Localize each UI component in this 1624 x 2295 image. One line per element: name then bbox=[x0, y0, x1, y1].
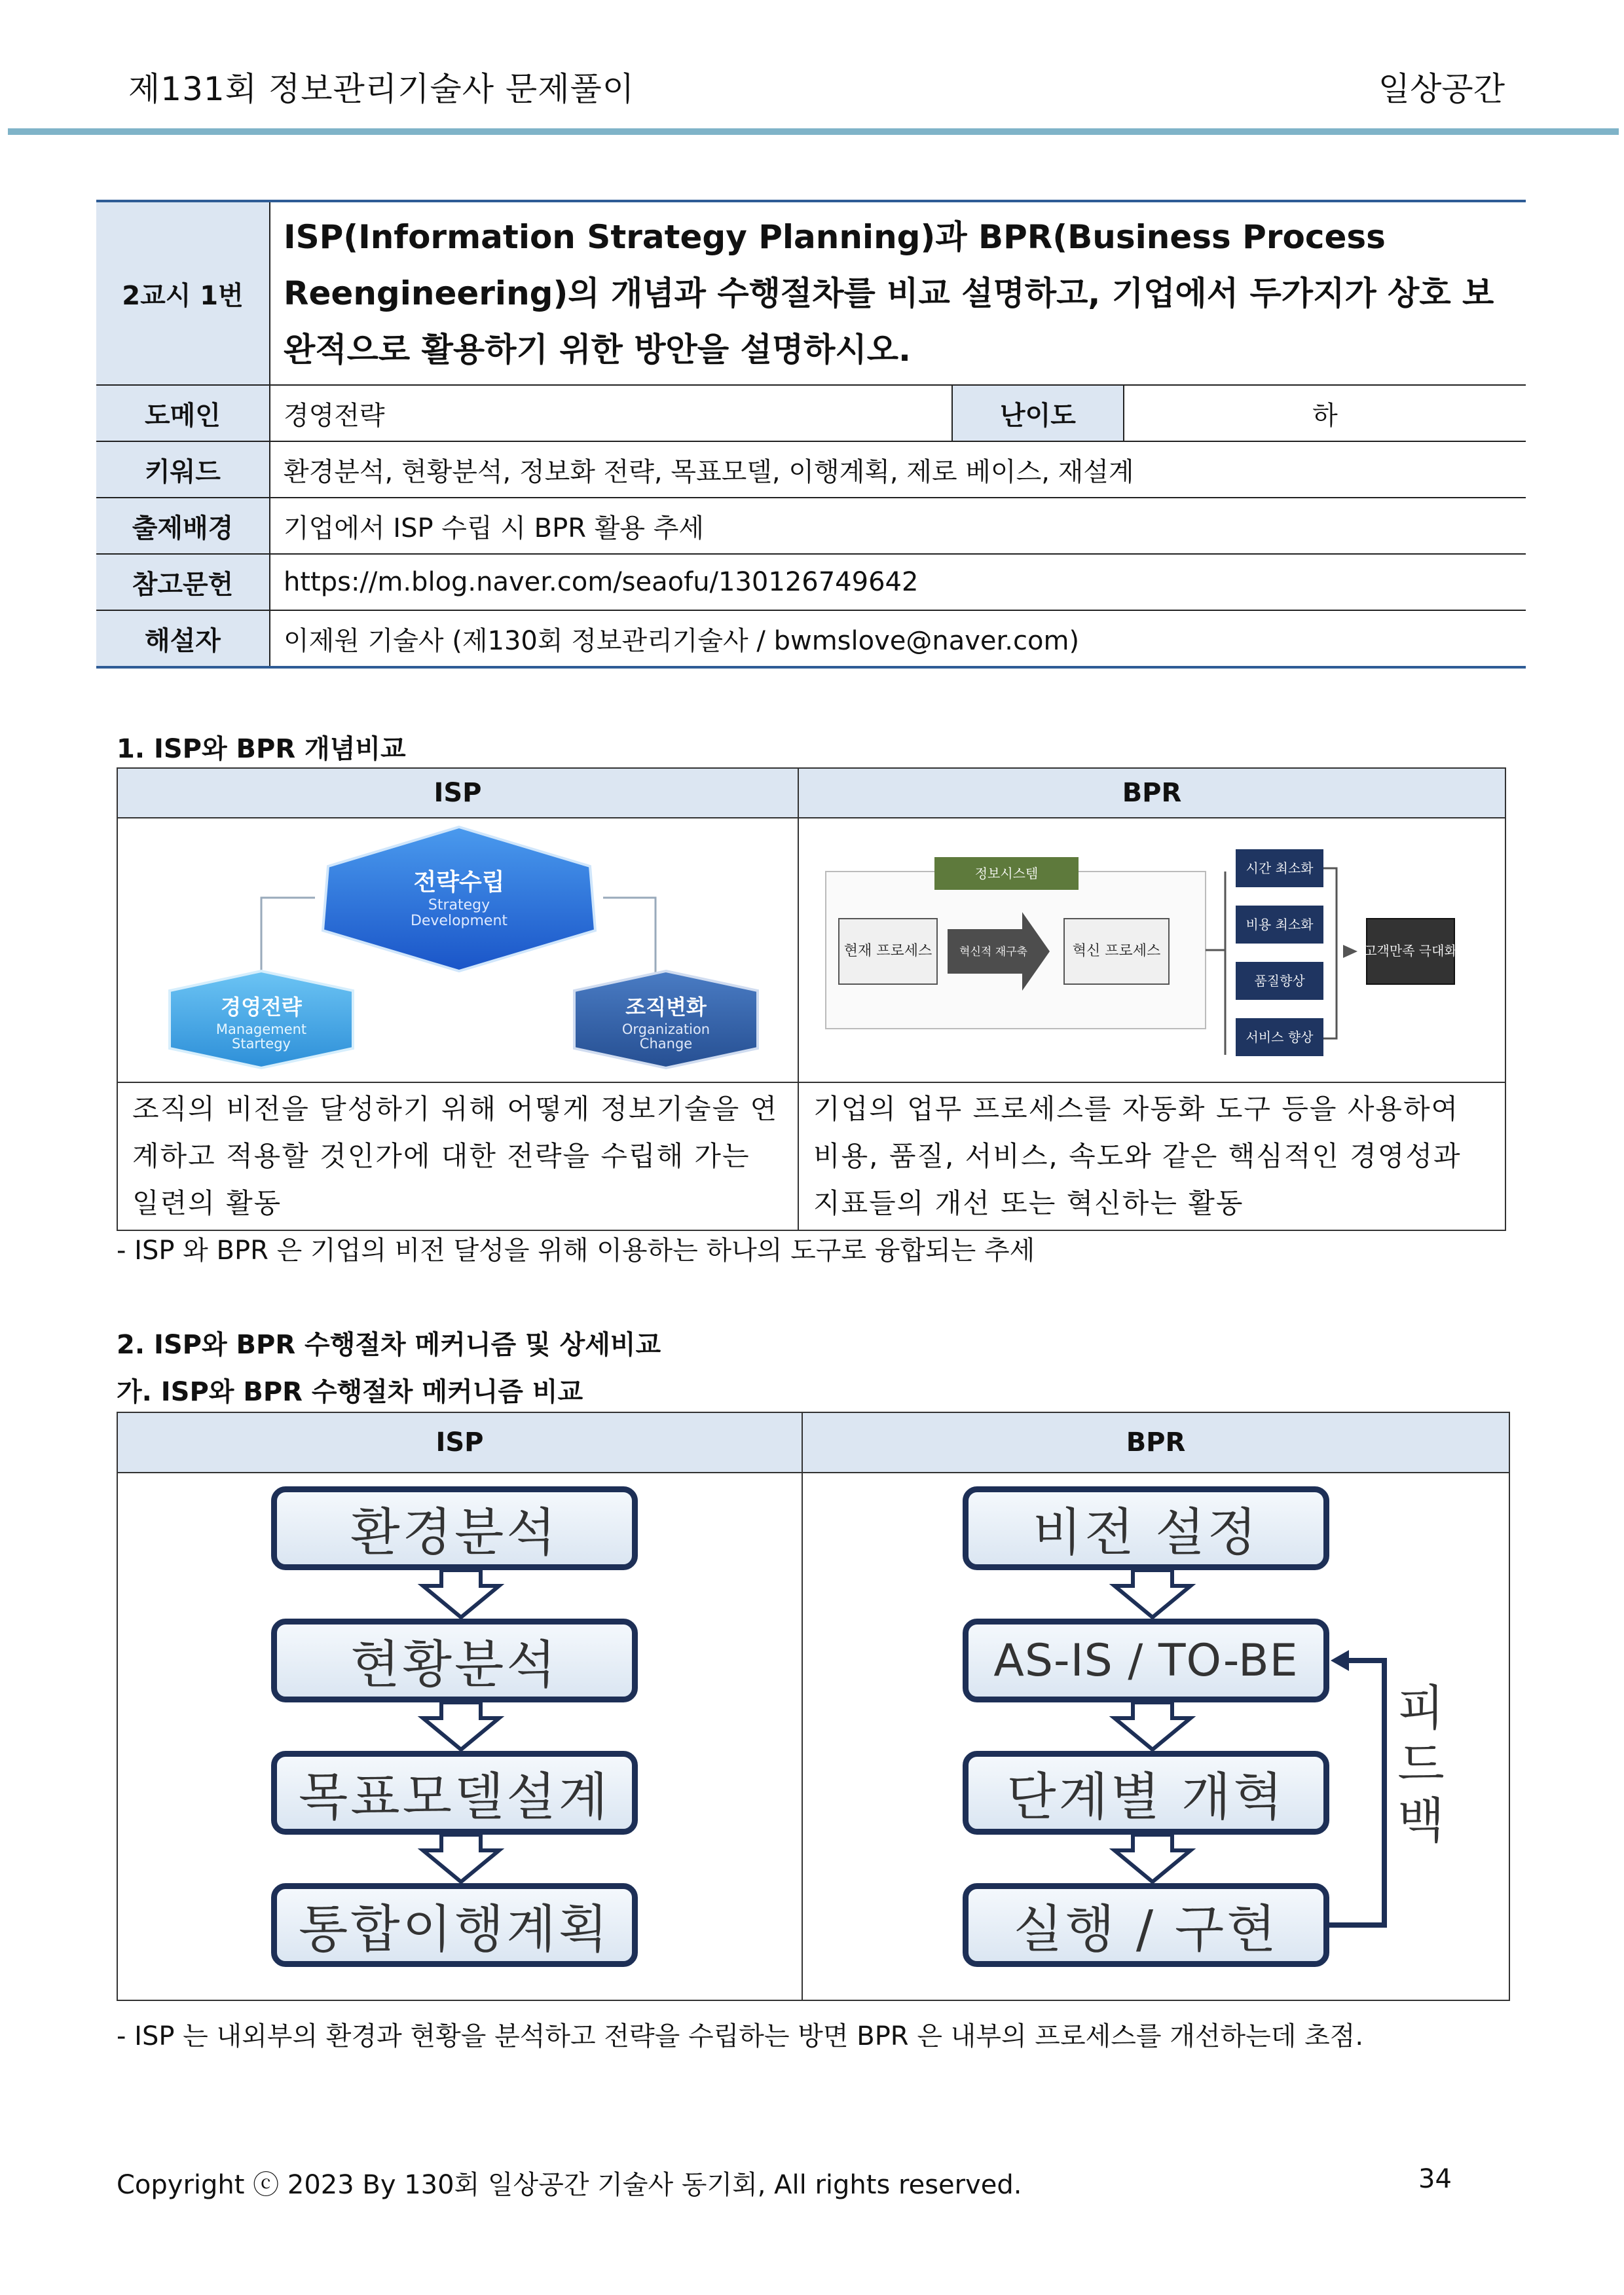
col-isp-header: ISP bbox=[118, 1413, 803, 1473]
new-process-label: 혁신 프로세스 bbox=[1072, 943, 1161, 959]
isp-description: 조직의 비전을 달성하기 위해 어떻게 정보기술을 연계하고 적용할 것인가에 대한 전략을 수립해 가는 일련의 활동 bbox=[117, 1082, 798, 1230]
page-number: 34 bbox=[1418, 2164, 1452, 2194]
down-arrow-icon bbox=[1115, 1835, 1190, 1882]
connector-line bbox=[261, 898, 315, 983]
bpr-step-box: 단계별 개혁 bbox=[963, 1751, 1329, 1835]
result-cost-label: 비용 최소화 bbox=[1246, 917, 1314, 932]
domain-value: 경영전략 bbox=[270, 385, 952, 441]
difficulty-label: 난이도 bbox=[952, 385, 1124, 441]
feedback-line bbox=[1329, 1661, 1384, 1925]
it-system-label: 정보시스템 bbox=[974, 866, 1039, 881]
feedback-arrow-icon bbox=[1331, 1650, 1349, 1671]
copyright: Copyright ⓒ 2023 By 130회 일상공간 기술사 동기회, All rights reserved. bbox=[117, 2170, 1022, 2200]
question-info-table bbox=[96, 200, 1526, 669]
reference-label: 참고문헌 bbox=[96, 554, 270, 610]
isp-step-box: 통합이행계획 bbox=[271, 1883, 638, 1967]
isp-step-box: 환경분석 bbox=[271, 1486, 638, 1570]
bpr-step-box: 실행 / 구현 bbox=[963, 1883, 1329, 1967]
current-process-label: 현재 프로세스 bbox=[843, 943, 932, 959]
bpr-step-box: AS-IS / TO-BE bbox=[963, 1619, 1329, 1702]
organization-label: 조직변화 bbox=[625, 995, 707, 1019]
flow-arrows bbox=[118, 1413, 1509, 2000]
strategy-en1: Strategy bbox=[428, 897, 490, 913]
bpr-description: 기업의 업무 프로세스를 자동화 도구 등을 사용하여 비용, 품질, 서비스, 속도와 같은 핵심적인 경영성과 지표들의 개선 또는 혁신하는 활동 bbox=[798, 1082, 1505, 1230]
author-value: 이제원 기술사 (제130회 정보관리기술사 / bwmslove@naver.com) bbox=[270, 610, 1526, 667]
feedback-char: 백 bbox=[1397, 1793, 1445, 1849]
management-en1: Management bbox=[215, 1021, 307, 1037]
author-label: 해설자 bbox=[96, 610, 270, 667]
keyword-value: 환경분석, 현황분석, 정보화 전략, 목표모델, 이행계획, 제로 베이스, 재설계 bbox=[270, 441, 1526, 498]
session-label: 2교시 1번 bbox=[96, 201, 270, 385]
header-title: 제131회 정보관리기술사 문제풀이 bbox=[128, 70, 635, 108]
col-isp-header: ISP bbox=[117, 768, 798, 818]
bpr-concept-diagram bbox=[800, 819, 1504, 1081]
down-arrow-icon bbox=[1115, 1570, 1190, 1617]
restructure-label: 혁신적 재구축 bbox=[959, 946, 1027, 959]
section1-note: - ISP 와 BPR 은 기업의 비전 달성을 위해 이용하는 하나의 도구로 융합되는 추세 bbox=[117, 1236, 1035, 1266]
merge-line bbox=[1323, 868, 1337, 1038]
isp-concept-diagram bbox=[119, 819, 797, 1081]
procedure-compare-table bbox=[117, 1412, 1510, 2001]
isp-diagram-cell bbox=[117, 818, 798, 1082]
section2-note: - ISP 는 내외부의 환경과 현황을 분석하고 전략을 수립하는 방면 BPR 은 내부의 프로세스를 개선하는데 초점. bbox=[117, 2021, 1364, 2051]
organization-en1: Organization bbox=[621, 1021, 710, 1037]
strategy-en2: Development bbox=[410, 913, 508, 929]
difficulty-value: 하 bbox=[1124, 385, 1526, 441]
isp-step-box: 목표모델설계 bbox=[271, 1751, 638, 1835]
background-value: 기업에서 ISP 수립 시 BPR 활용 추세 bbox=[270, 498, 1526, 554]
organization-en2: Change bbox=[639, 1036, 693, 1052]
background-label: 출제배경 bbox=[96, 498, 270, 554]
result-time-label: 시간 최소화 bbox=[1246, 860, 1314, 876]
management-en2: Startegy bbox=[232, 1036, 291, 1052]
bpr-step-box: 비전 설정 bbox=[963, 1486, 1329, 1570]
connector-line bbox=[603, 898, 655, 983]
isp-step-box: 현황분석 bbox=[271, 1619, 638, 1702]
down-arrow-icon bbox=[423, 1702, 499, 1750]
organization-hexagon bbox=[574, 971, 758, 1068]
result-service-label: 서비스 향상 bbox=[1246, 1029, 1314, 1045]
section2-subtitle: 가. ISP와 BPR 수행절차 메커니즘 비교 bbox=[117, 1377, 583, 1407]
domain-label: 도메인 bbox=[96, 385, 270, 441]
col-bpr-header: BPR bbox=[798, 768, 1505, 818]
col-bpr-header: BPR bbox=[803, 1413, 1509, 1473]
management-label: 경영전략 bbox=[221, 995, 302, 1019]
feedback-char: 드 bbox=[1397, 1736, 1445, 1793]
arrow-head bbox=[1343, 945, 1357, 958]
reference-link[interactable]: https://m.blog.naver.com/seaofu/130126749642 bbox=[270, 554, 1526, 610]
down-arrow-icon bbox=[423, 1570, 499, 1617]
management-hexagon bbox=[170, 971, 353, 1068]
section1-title: 1. ISP와 BPR 개념비교 bbox=[117, 734, 406, 764]
section2-title: 2. ISP와 BPR 수행절차 메커니즘 및 상세비교 bbox=[117, 1330, 661, 1360]
question-text: ISP(Information Strategy Planning)과 BPR(Business Process Reengineering)의 개념과 수행절차를 비교 설명하고, 기업에서 두가지가 상호 보완적으로 활용하기 위한 방안을 설명하시오. bbox=[270, 201, 1526, 385]
header-rule bbox=[8, 128, 1619, 135]
header-brand: 일상공간 bbox=[1378, 70, 1505, 108]
feedback-char: 피 bbox=[1397, 1680, 1445, 1736]
concept-compare-table bbox=[117, 767, 1506, 1231]
result-boxes bbox=[1236, 849, 1323, 1056]
result-quality-label: 품질향상 bbox=[1254, 973, 1305, 989]
down-arrow-icon bbox=[423, 1835, 499, 1882]
down-arrow-icon bbox=[1115, 1702, 1190, 1750]
goal-label: 고객만족 극대화 bbox=[1364, 943, 1457, 959]
keyword-label: 키워드 bbox=[96, 441, 270, 498]
strategy-label: 전략수립 bbox=[413, 869, 505, 896]
bpr-diagram-cell bbox=[798, 818, 1505, 1082]
